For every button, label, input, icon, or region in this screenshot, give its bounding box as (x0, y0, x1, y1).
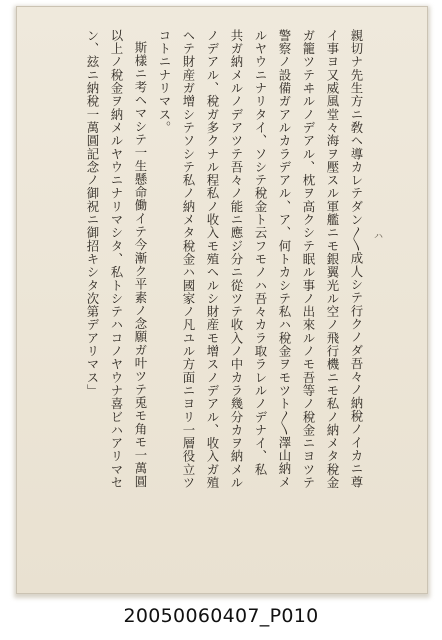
text-column: ン、玆ニ納稅一萬圓記念ノ御祝ニ御招キシタ次第デアリマス」 (85, 29, 100, 398)
text-column: コトニナリマス。 (157, 29, 172, 135)
text-column: ルヤウニナリタイ、ソシテ稅金ト云フモノハ吾々カラ取ラレルノデナイ、私 (253, 29, 268, 477)
text-column: イ事ヨ又威風堂々海ヲ壓スル軍艦ニモ銀翼光ル空ノ飛行機ニモ私ノ納メタ稅金 (325, 29, 340, 490)
text-column-paragraph-start: 斯樣ニ考ヘマシテ一生懸命働イテ今漸ク平素ノ念願ガ叶ツテ兎モ角モ一萬圓 (133, 41, 148, 489)
text-column: ガ籠ツテヰルノデアル、枕ヲ高クシテ眠ル事ノ出來ルノモ吾等ノ稅金ニヨツテ (301, 29, 316, 490)
page-margin-mark: ハ (373, 232, 383, 242)
image-caption: 20050060407_P010 (123, 605, 319, 627)
text-column: ヘテ財産ガ增シテソシテ私ノ納メタ稅金ハ國家ノ凡ユル方面ニヨリ一層役立ツ (181, 29, 196, 490)
text-column: 親切ナ先生方ニ敎ヘ導カレテダン〳〵成人シテ行クノダ吾々ノ納稅ノイカニ尊 (349, 29, 364, 489)
text-column: 警察ノ設備ガアルカラデアル、ア、何トカシテ私ハ稅金ヲモツト〳〵澤山納メ (277, 29, 292, 489)
text-column: 共ガ納メルノデアツテ吾々ノ能ニ應ジ分ニ從ツテ收入ノ中カラ幾分カヲ納メル (229, 29, 244, 490)
scanned-page (16, 6, 428, 594)
text-column: ノデアル、稅ガ多クナル程私ノ收入モ殖ヘルシ財産モ增スノデアル、收入ガ殖 (205, 29, 220, 490)
text-column: 以上ノ稅金ヲ納メルヤウニナリマシタ、私トシテハコノヤウナ喜ビハアリマセ (109, 29, 124, 490)
vertical-text-block (83, 29, 365, 569)
